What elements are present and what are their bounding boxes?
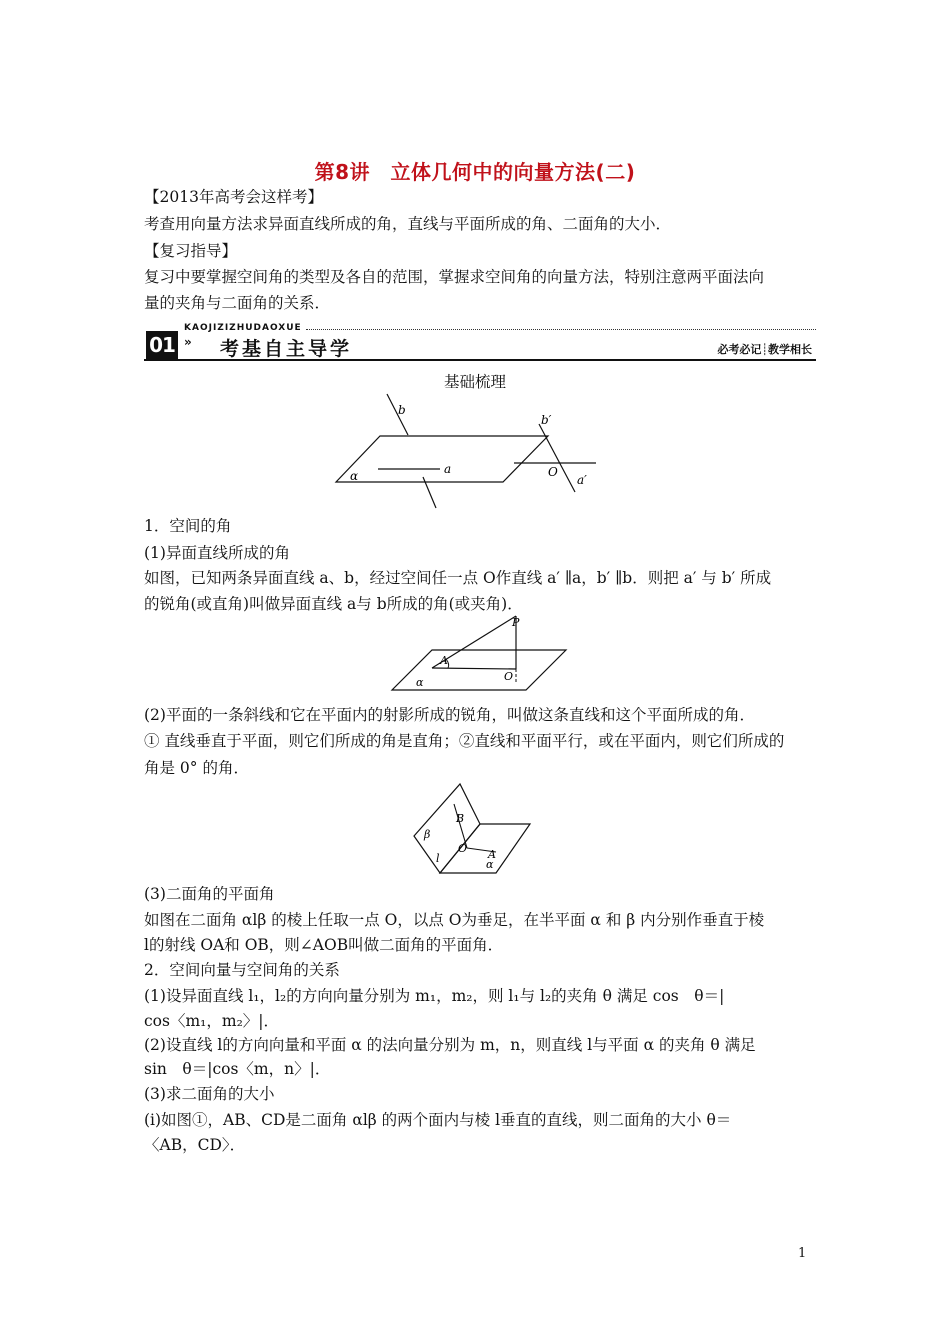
body-line-3: 如图，已知两条异面直线 a、b，经过空间任一点 O作直线 a′ ∥a，b′ ∥b．则把 a′ 与 b′ 所成 bbox=[144, 569, 772, 587]
fig3-label-O: O bbox=[504, 670, 514, 683]
exam-text: 考查用向量方法求异面直线所成的角，直线与平面所成的角、二面角的大小． bbox=[144, 215, 672, 233]
body-line-17: (ⅰ)如图①，AB、CD是二面角 αlβ 的两个面内与棱 l垂直的直线，则二面角的大小 θ＝ bbox=[144, 1111, 732, 1129]
fig2-label-bprime: b′ bbox=[541, 413, 552, 427]
body-line-15: sin θ＝|cos〈m，n〉|． bbox=[144, 1060, 331, 1078]
fig1-label-a: a bbox=[444, 462, 452, 476]
double-arrow-icon: » bbox=[184, 335, 192, 349]
fig3-label-P: P bbox=[512, 616, 520, 629]
page-title: 第8讲 立体几何中的向量方法(二) bbox=[314, 160, 636, 184]
fig4-label-B: B bbox=[456, 812, 465, 825]
body-line-12: (1)设异面直线 l₁，l₂的方向向量分别为 m₁，m₂，则 l₁与 l₂的夹角 θ 满足 cos θ＝| bbox=[144, 987, 725, 1005]
fig4-label-l: l bbox=[436, 852, 440, 865]
fig4-label-O: O bbox=[458, 842, 468, 855]
section-banner bbox=[144, 323, 816, 363]
subheading: 基础梳理 bbox=[443, 373, 506, 391]
fig4-label-alpha: α bbox=[486, 858, 494, 871]
section-rule bbox=[144, 359, 816, 361]
body-line-9: 如图在二面角 αlβ 的棱上任取一点 O，以点 O为垂足，在半平面 α 和 β 内分别作垂直于棱 bbox=[144, 911, 765, 929]
body-line-14: (2)设直线 l的方向向量和平面 α 的法向量分别为 m，n，则直线 l与平面 α 的夹角 θ 满足 bbox=[144, 1036, 756, 1054]
fig3-label-A: A bbox=[440, 654, 448, 667]
section-right-label: 必考必记┊教学相长 bbox=[717, 343, 812, 356]
fig4-label-beta: β bbox=[424, 828, 431, 841]
page-number: 1 bbox=[798, 1246, 807, 1261]
review-text-1: 复习中要掌握空间角的类型及各自的范围，掌握求空间角的向量方法，特别注意两平面法向 bbox=[144, 268, 765, 286]
fig4-label-A: A bbox=[488, 848, 496, 861]
body-line-6: ① 直线垂直于平面，则它们所成的角是直角；②直线和平面平行，或在平面内，则它们所成的 bbox=[144, 732, 785, 750]
fig1-label-b: b bbox=[398, 403, 406, 417]
review-header: 【复习指导】 bbox=[144, 242, 238, 260]
dihedral-angle-figure bbox=[412, 780, 534, 875]
body-line-5: (2)平面的一条斜线和它在平面内的射影所成的锐角，叫做这条直线和这个平面所成的角． bbox=[144, 706, 755, 724]
section-title: 考基自主导学 bbox=[220, 338, 353, 360]
body-line-13: cos〈m₁，m₂〉|． bbox=[144, 1012, 280, 1030]
body-line-4: 的锐角(或直角)叫做异面直线 a与 b所成的角(或夹角)． bbox=[144, 595, 523, 613]
body-line-18: 〈AB，CD〉． bbox=[144, 1136, 246, 1154]
section-pinyin: KAOJIZIZHUDAOXUE bbox=[184, 323, 302, 333]
review-text-2: 量的夹角与二面角的关系． bbox=[144, 294, 331, 312]
body-line-16: (3)求二面角的大小 bbox=[144, 1085, 275, 1103]
body-line-8: (3)二面角的平面角 bbox=[144, 885, 275, 903]
line-plane-angle-figure bbox=[386, 612, 570, 694]
section-dotted-rule bbox=[306, 329, 816, 330]
fig3-label-alpha: α bbox=[416, 676, 424, 689]
body-line-7: 角是 0° 的角． bbox=[144, 759, 249, 777]
body-line-2: (1)异面直线所成的角 bbox=[144, 544, 290, 562]
fig2-label-aprime: a′ bbox=[577, 473, 587, 487]
skew-lines-figure bbox=[330, 392, 620, 514]
exam-header: 【2013年高考会这样考】 bbox=[144, 188, 323, 206]
body-line-11: 2．空间向量与空间角的关系 bbox=[144, 961, 340, 979]
body-line-10: l的射线 OA和 OB，则∠AOB叫做二面角的平面角． bbox=[144, 936, 504, 954]
body-line-1: 1．空间的角 bbox=[144, 517, 232, 535]
fig2-label-O: O bbox=[548, 465, 558, 479]
fig1-label-alpha: α bbox=[350, 469, 359, 483]
section-number: 01 bbox=[146, 331, 178, 359]
